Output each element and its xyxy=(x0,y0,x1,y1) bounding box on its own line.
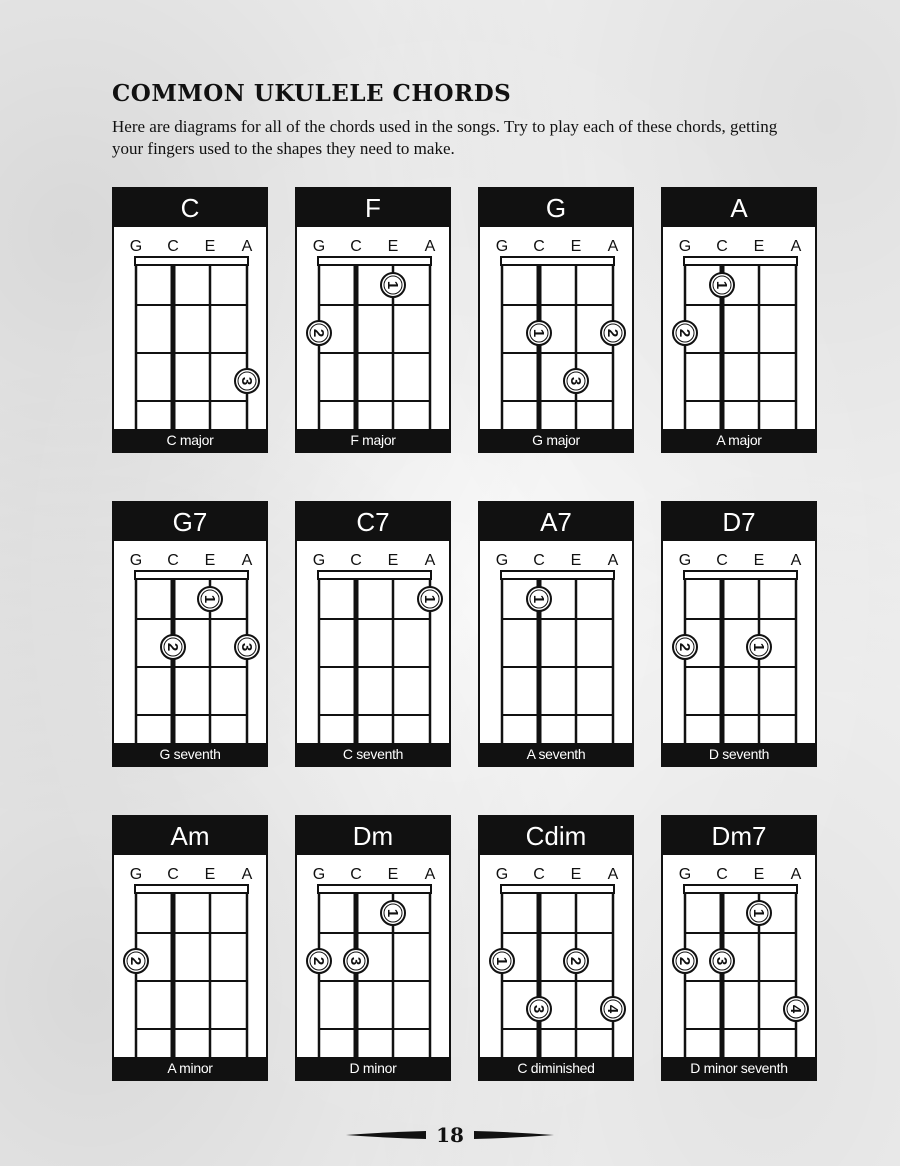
string-label: G xyxy=(495,238,509,255)
string-label: C xyxy=(167,866,179,883)
finger-number: 3 xyxy=(530,1004,547,1014)
chord-card xyxy=(295,815,451,1081)
finger-number: 1 xyxy=(421,594,438,604)
string-label: G xyxy=(312,238,326,255)
finger-number: 1 xyxy=(384,280,401,290)
nut xyxy=(318,571,431,579)
finger-dot xyxy=(235,635,259,659)
string-label: C xyxy=(533,238,545,255)
finger-dot xyxy=(564,949,588,973)
finger-dot xyxy=(710,949,734,973)
chord-card xyxy=(661,815,817,1081)
chord-name: C7 xyxy=(297,503,449,541)
string-label: E xyxy=(570,238,582,255)
finger-number: 2 xyxy=(310,328,327,338)
chord-label: G seventh xyxy=(114,743,266,765)
chord-label: C seventh xyxy=(297,743,449,765)
string-label: G xyxy=(678,866,692,883)
chord-label: F major xyxy=(297,429,449,451)
finger-number: 4 xyxy=(604,1004,621,1014)
string-label: E xyxy=(570,866,582,883)
finger-number: 1 xyxy=(713,280,730,290)
chord-card xyxy=(478,187,634,453)
finger-dot xyxy=(161,635,185,659)
chord-name: G7 xyxy=(114,503,266,541)
nut xyxy=(684,571,797,579)
chord-label: C diminished xyxy=(480,1057,632,1079)
finger-dot xyxy=(747,635,771,659)
finger-number: 2 xyxy=(676,328,693,338)
string-label: A xyxy=(607,238,619,255)
string-label: A xyxy=(607,552,619,569)
nut xyxy=(318,257,431,265)
string-label: E xyxy=(753,866,765,883)
string-label: E xyxy=(753,552,765,569)
chord-label: A major xyxy=(663,429,815,451)
intro-text: Here are diagrams for all of the chords used in the songs. Try to play each of these chords, getting your fingers used to the shapes they need to make. xyxy=(112,117,778,158)
finger-number: 2 xyxy=(676,642,693,652)
chord-diagram xyxy=(663,855,815,1059)
string-label: A xyxy=(241,552,253,569)
chord-diagram xyxy=(663,541,815,745)
finger-number: 1 xyxy=(530,328,547,338)
finger-dot xyxy=(418,587,442,611)
finger-dot xyxy=(747,901,771,925)
ornament-left-icon xyxy=(346,1130,426,1140)
string-label: A xyxy=(241,238,253,255)
nut xyxy=(684,257,797,265)
string-label: C xyxy=(716,552,728,569)
string-label: A xyxy=(241,866,253,883)
finger-dot xyxy=(381,901,405,925)
finger-number: 3 xyxy=(238,376,255,386)
string-label: E xyxy=(204,238,216,255)
chord-name: Am xyxy=(114,817,266,855)
finger-number: 3 xyxy=(713,956,730,966)
chord-name: Cdim xyxy=(480,817,632,855)
nut xyxy=(135,885,248,893)
finger-dot xyxy=(710,273,734,297)
finger-number: 1 xyxy=(201,594,218,604)
string-label: E xyxy=(387,866,399,883)
finger-dot xyxy=(601,997,625,1021)
finger-number: 3 xyxy=(567,376,584,386)
string-label: G xyxy=(129,552,143,569)
finger-number: 3 xyxy=(238,642,255,652)
finger-number: 1 xyxy=(750,642,767,652)
finger-number: 2 xyxy=(604,328,621,338)
chord-diagram xyxy=(480,227,632,431)
string-label: A xyxy=(607,866,619,883)
finger-dot xyxy=(124,949,148,973)
chord-label: D minor seventh xyxy=(663,1057,815,1079)
string-label: G xyxy=(495,866,509,883)
finger-number: 2 xyxy=(127,956,144,966)
finger-number: 2 xyxy=(567,956,584,966)
string-label: C xyxy=(350,866,362,883)
string-label: G xyxy=(129,238,143,255)
finger-dot xyxy=(601,321,625,345)
string-label: G xyxy=(678,552,692,569)
string-label: C xyxy=(533,866,545,883)
finger-dot xyxy=(235,369,259,393)
finger-dot xyxy=(784,997,808,1021)
string-label: A xyxy=(424,866,436,883)
finger-number: 1 xyxy=(530,594,547,604)
chord-label: C major xyxy=(114,429,266,451)
string-label: G xyxy=(312,552,326,569)
finger-dot xyxy=(307,949,331,973)
page-heading: COMMON UKULELE CHORDS xyxy=(112,80,512,107)
chord-name: A xyxy=(663,189,815,227)
string-label: E xyxy=(387,238,399,255)
finger-number: 2 xyxy=(164,642,181,652)
chord-name: A7 xyxy=(480,503,632,541)
string-label: G xyxy=(312,866,326,883)
chord-diagram xyxy=(480,541,632,745)
chord-diagram xyxy=(114,855,266,1059)
chord-name: Dm7 xyxy=(663,817,815,855)
finger-number: 3 xyxy=(347,956,364,966)
string-label: C xyxy=(167,238,179,255)
string-label: C xyxy=(350,238,362,255)
string-label: C xyxy=(716,866,728,883)
string-label: G xyxy=(129,866,143,883)
finger-number: 2 xyxy=(310,956,327,966)
string-label: A xyxy=(424,238,436,255)
chord-card xyxy=(112,187,268,453)
chord-diagram xyxy=(297,541,449,745)
chord-diagram xyxy=(480,855,632,1059)
finger-dot xyxy=(673,949,697,973)
chord-diagram xyxy=(297,855,449,1059)
chord-name: D7 xyxy=(663,503,815,541)
string-label: E xyxy=(387,552,399,569)
string-label: E xyxy=(204,866,216,883)
chord-card xyxy=(295,501,451,767)
string-label: A xyxy=(790,866,802,883)
chord-name: G xyxy=(480,189,632,227)
string-label: G xyxy=(495,552,509,569)
chord-label: D minor xyxy=(297,1057,449,1079)
chord-card xyxy=(661,187,817,453)
finger-dot xyxy=(527,321,551,345)
ornament-right-icon xyxy=(474,1130,554,1140)
nut xyxy=(318,885,431,893)
finger-number: 2 xyxy=(676,956,693,966)
chord-diagram xyxy=(114,227,266,431)
string-label: E xyxy=(753,238,765,255)
chord-label: D seventh xyxy=(663,743,815,765)
chord-diagram xyxy=(663,227,815,431)
string-label: A xyxy=(424,552,436,569)
finger-number: 1 xyxy=(750,908,767,918)
string-label: C xyxy=(167,552,179,569)
chord-label: A minor xyxy=(114,1057,266,1079)
nut xyxy=(684,885,797,893)
finger-dot xyxy=(527,587,551,611)
chord-name: F xyxy=(297,189,449,227)
string-label: G xyxy=(678,238,692,255)
finger-dot xyxy=(381,273,405,297)
finger-dot xyxy=(198,587,222,611)
finger-dot xyxy=(527,997,551,1021)
chord-diagram xyxy=(297,227,449,431)
string-label: E xyxy=(204,552,216,569)
chord-label: A seventh xyxy=(480,743,632,765)
nut xyxy=(501,571,614,579)
chord-card xyxy=(478,501,634,767)
string-label: E xyxy=(570,552,582,569)
string-label: C xyxy=(350,552,362,569)
page-number: 18 xyxy=(436,1123,464,1147)
string-label: A xyxy=(790,238,802,255)
nut xyxy=(501,257,614,265)
finger-dot xyxy=(673,321,697,345)
chord-card xyxy=(112,815,268,1081)
finger-dot xyxy=(307,321,331,345)
chord-name: Dm xyxy=(297,817,449,855)
chord-card xyxy=(295,187,451,453)
nut xyxy=(135,257,248,265)
string-label: C xyxy=(533,552,545,569)
chord-card xyxy=(661,501,817,767)
finger-dot xyxy=(564,369,588,393)
finger-dot xyxy=(673,635,697,659)
chord-diagram xyxy=(114,541,266,745)
nut xyxy=(135,571,248,579)
finger-dot xyxy=(344,949,368,973)
chord-name: C xyxy=(114,189,266,227)
nut xyxy=(501,885,614,893)
string-label: C xyxy=(716,238,728,255)
finger-number: 1 xyxy=(493,956,510,966)
finger-dot xyxy=(490,949,514,973)
finger-number: 1 xyxy=(384,908,401,918)
chord-card xyxy=(112,501,268,767)
page-number-footer xyxy=(0,1120,900,1150)
chord-label: G major xyxy=(480,429,632,451)
string-label: A xyxy=(790,552,802,569)
chord-card xyxy=(478,815,634,1081)
finger-number: 4 xyxy=(787,1004,804,1014)
